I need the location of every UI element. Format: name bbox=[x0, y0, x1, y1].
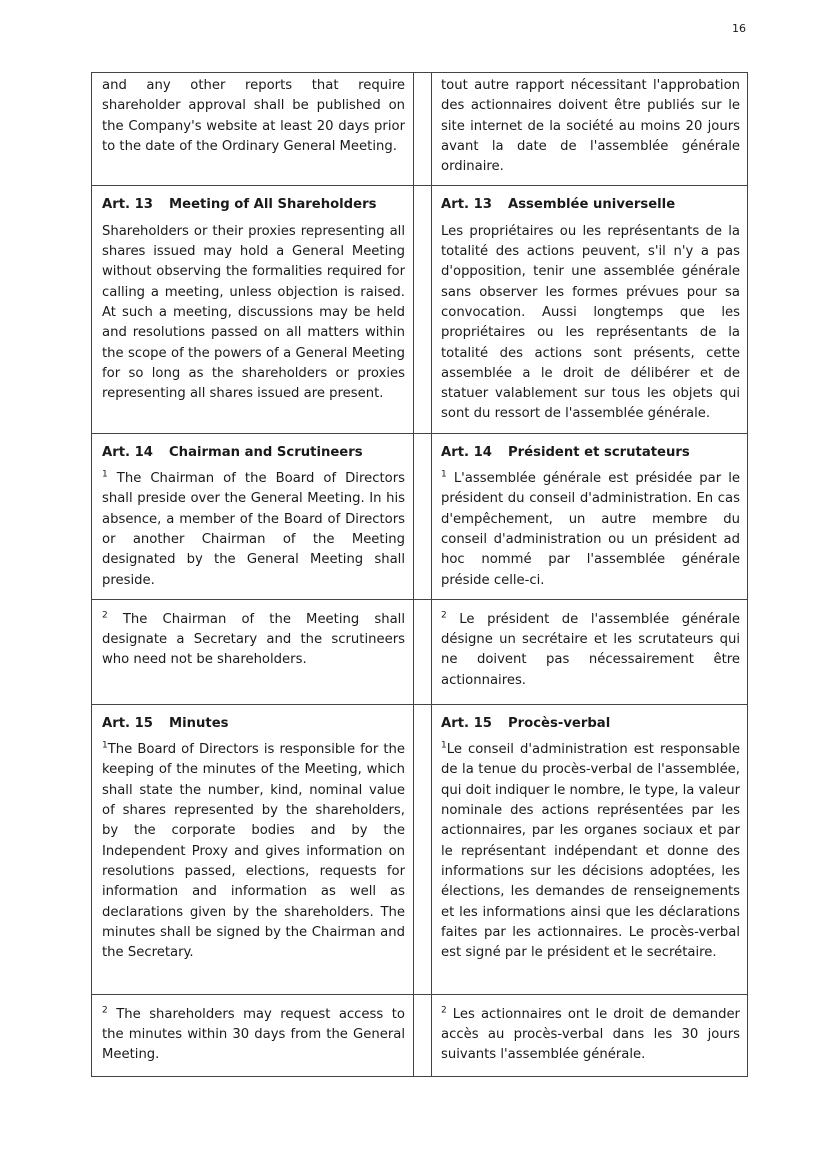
article-heading bbox=[102, 714, 405, 734]
english-cell bbox=[92, 704, 414, 994]
french-cell bbox=[432, 704, 748, 994]
english-cell bbox=[92, 186, 414, 433]
english-paragraph: $^1$The Board of Directors is responsible for the keeping of the minutes of the Meeting, which shall state the number, kind, nominal value of shares represented by the shareholders, by the corporate bodies and by the Independent Proxy and gives information on resolutions passed, elections, requests for information and information as well as declarations given by the shareholders. The minutes shall be signed by the Chairman and the Secretary. bbox=[102, 740, 405, 961]
french-cell bbox=[432, 73, 748, 186]
page-number: 16 bbox=[732, 22, 746, 35]
article-title: Procès-verbal bbox=[508, 715, 611, 731]
table-row bbox=[92, 186, 748, 433]
paragraph-number: 2 bbox=[441, 610, 447, 621]
french-paragraph: $^1$Le conseil d'administration est responsable de la tenue du procès-verbal de l'assemblée, qui doit indiquer le nombre, le type, la valeur nominale des actions représentées par les actionnaires, par les organes sociaux et par le représentant indépendant et donne des informations sur les décisions adoptées, les élections, les demandes de renseignements et les informations ainsi que les déclarations faites par les actionnaires. Le procès-verbal est signé par le président et le secrétaire. bbox=[441, 740, 740, 961]
english-cell bbox=[92, 994, 414, 1076]
french-paragraph: Les propriétaires ou les représentants de la totalité des actions peuvent, s'il n'y a pas d'opposition, tenir une assemblée générale sans observer les formes prévues pour sa convocation. Aussi longtemps que les propriétaires ou les représentants de la totalité des actions sont présents, cette assemblée a le droit de délibérer et de statuer valablement sur tous les objets qui sont du ressort de l'assemblée générale. bbox=[441, 223, 740, 422]
paragraph-number: 1 bbox=[441, 469, 447, 480]
table-row bbox=[92, 73, 748, 186]
table-row bbox=[92, 704, 748, 994]
column-gap bbox=[414, 994, 432, 1076]
column-gap bbox=[414, 704, 432, 994]
article-title: Président et scrutateurs bbox=[508, 444, 690, 460]
article-number: Art. 13 bbox=[441, 197, 492, 213]
article-number: Art. 15 bbox=[441, 715, 492, 731]
paragraph-number: 2 bbox=[102, 610, 108, 621]
french-cell bbox=[432, 433, 748, 599]
french-paragraph: $^1$ L'assemblée générale est présidée par le président du conseil d'administration. En cas d'empêchement, un autre membre du conseil d'administration ou un président ad hoc nommé par l'assemblée générale préside celle-ci. bbox=[441, 469, 740, 588]
paragraph-number: 1 bbox=[102, 469, 108, 480]
table-row bbox=[92, 994, 748, 1076]
column-gap bbox=[414, 433, 432, 599]
paragraph-number: 2 bbox=[441, 1005, 447, 1016]
english-paragraph: $^2$ The Chairman of the Meeting shall designate a Secretary and the scrutineers who need not be shareholders. bbox=[102, 610, 405, 668]
paragraph-number: 1 bbox=[102, 740, 108, 751]
english-paragraph: Shareholders or their proxies representing all shares issued may hold a General Meeting without observing the formalities required for calling a meeting, unless objection is raised. At such a meeting, discussions may be held and resolutions passed on all matters within the scope of the powers of a General Meeting for so long as the shareholders or proxies representing all shares issued are present. bbox=[102, 223, 405, 402]
table-row bbox=[92, 433, 748, 599]
article-heading bbox=[102, 195, 405, 215]
article-heading bbox=[441, 714, 740, 734]
article-title: Chairman and Scrutineers bbox=[169, 444, 363, 460]
french-cell bbox=[432, 994, 748, 1076]
column-gap bbox=[414, 186, 432, 433]
article-title: Meeting of All Shareholders bbox=[169, 197, 377, 213]
article-number: Art. 15 bbox=[102, 715, 153, 731]
french-paragraph: $^2$ Le président de l'assemblée générale désigne un secrétaire et les scrutateurs qui ne doivent pas nécessairement être actionnaires. bbox=[441, 610, 740, 688]
table-row bbox=[92, 599, 748, 704]
english-cell bbox=[92, 73, 414, 186]
french-paragraph: tout autre rapport nécessitant l'approbation des actionnaires doivent être publiés sur le site internet de la société au moins 20 jours avant la date de l'assemblée générale ordinaire. bbox=[441, 78, 740, 175]
article-number: Art. 14 bbox=[102, 444, 153, 460]
english-cell bbox=[92, 433, 414, 599]
column-gap bbox=[414, 599, 432, 704]
article-number: Art. 13 bbox=[102, 197, 153, 213]
french-cell bbox=[432, 599, 748, 704]
article-title: Minutes bbox=[169, 715, 229, 731]
english-paragraph: and any other reports that require shareholder approval shall be published on the Company's website at least 20 days prior to the date of the Ordinary General Meeting. bbox=[102, 78, 405, 154]
english-paragraph: $^2$ The shareholders may request access to the minutes within 30 days from the General Meeting. bbox=[102, 1005, 405, 1063]
english-cell bbox=[92, 599, 414, 704]
paragraph-number: 2 bbox=[102, 1005, 108, 1016]
bilingual-articles-table bbox=[91, 72, 748, 1077]
french-paragraph: $^2$ Les actionnaires ont le droit de demander accès au procès-verbal dans les 30 jours suivants l'assemblée générale. bbox=[441, 1005, 740, 1063]
english-paragraph: $^1$ The Chairman of the Board of Directors shall preside over the General Meeting. In his absence, a member of the Board of Directors or another Chairman of the Meeting designated by the General Meeting shall preside. bbox=[102, 469, 405, 588]
paragraph-number: 1 bbox=[441, 740, 447, 751]
column-gap bbox=[414, 73, 432, 186]
article-heading bbox=[441, 195, 740, 215]
article-number: Art. 14 bbox=[441, 444, 492, 460]
article-heading bbox=[441, 443, 740, 463]
article-heading bbox=[102, 443, 405, 463]
french-cell bbox=[432, 186, 748, 433]
article-title: Assemblée universelle bbox=[508, 197, 676, 213]
